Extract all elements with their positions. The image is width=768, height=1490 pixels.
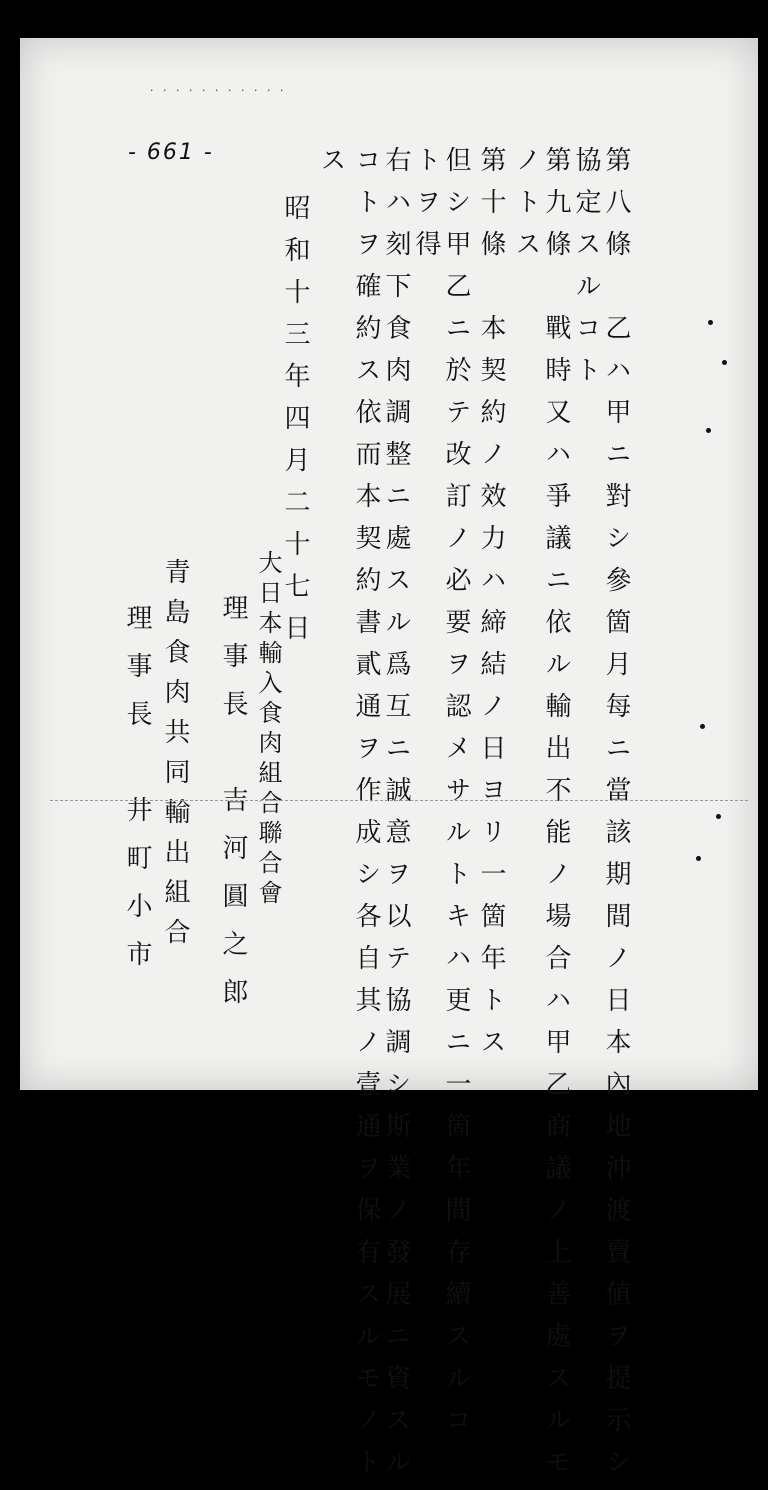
ink-speck: [722, 360, 727, 365]
article-8-line-1: 第八條 乙ハ甲ニ對シ參箇月每ニ當該期間ノ日本內地沖渡賣値ヲ提示シ: [601, 146, 631, 1490]
party-2-signatory: 理事長 井町小市: [122, 604, 152, 988]
article-10-line-1: 第十條 本契約ノ效力ハ締結ノ日ヨリ一箇年トス: [476, 146, 506, 1070]
article-10-line-3: トヲ得: [411, 146, 441, 272]
article-8-line-2: 協定スルコト: [571, 146, 601, 398]
fold-crease: [50, 800, 748, 801]
party-1-organization: 大日本輸入食肉組合聯合會: [254, 550, 282, 910]
document-page: [20, 38, 758, 1490]
party-1-signatory: 理事長 吉河圓之郎: [218, 594, 248, 1026]
document-date: 昭和十三年四月二十七日: [280, 194, 310, 656]
article-9-line-2: ノトス: [511, 146, 541, 272]
closing-line-2: コトヲ確約ス依而本契約書貳通ヲ作成シ各自其ノ壹通ヲ保有スルモノト: [351, 146, 381, 1490]
article-10-line-2: 但シ甲乙ニ於テ改訂ノ必要ヲ認メサルトキハ更ニ一箇年間存續スルコ: [441, 146, 471, 1448]
article-9-line-1: 第九條 戰時又ハ爭議ニ依ル輸出不能ノ場合ハ甲乙商議ノ上善處スルモ: [541, 146, 571, 1490]
closing-line-3: ス: [316, 146, 346, 188]
ink-speck: [696, 856, 701, 861]
ink-speck: [716, 814, 721, 819]
ink-speck: [706, 428, 711, 433]
ink-speck: [708, 320, 713, 325]
party-2-organization: 青島食肉共同輸出組合: [160, 558, 190, 958]
page-number: - 661 -: [128, 140, 214, 165]
closing-line-1: 右ハ刻下食肉調整ニ處スル爲互ニ誠意ヲ以テ協調シ斯業ノ發展ニ資スル: [381, 146, 411, 1490]
scan-edge-marks: · · · · · · · · · · ·: [150, 84, 287, 97]
ink-speck: [700, 724, 705, 729]
